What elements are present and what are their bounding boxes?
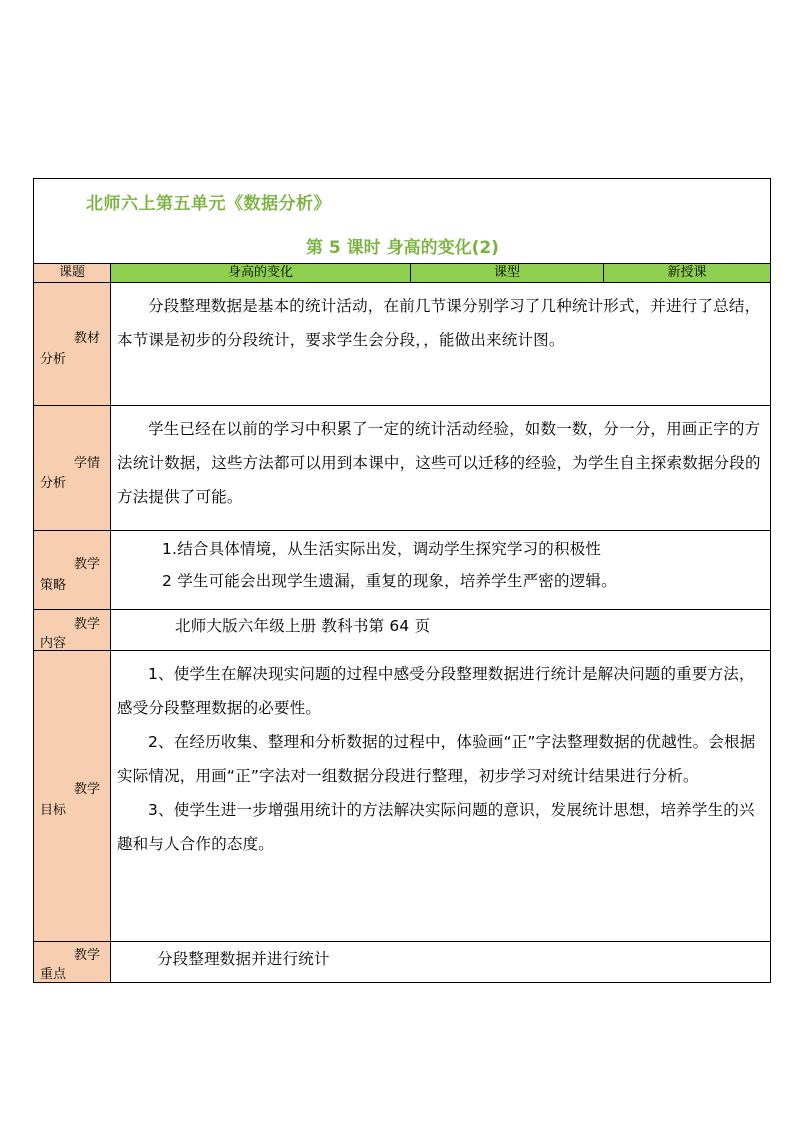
row-textbook-analysis xyxy=(34,283,771,406)
paragraph: 北师大版六年级上册 教科书第 64 页 xyxy=(175,617,431,635)
row-label xyxy=(34,531,111,610)
row-label-line2: 策略 xyxy=(40,578,67,593)
row-label xyxy=(34,942,111,983)
row-label xyxy=(34,651,111,942)
row-content xyxy=(111,942,771,983)
paragraph: 分段整理数据并进行统计 xyxy=(157,950,330,968)
lesson-subtitle: 第 5 课时 身高的变化(2) xyxy=(306,238,499,258)
row-content xyxy=(111,610,771,651)
row-label-line1: 教学 xyxy=(73,782,100,797)
row-label-line2: 分析 xyxy=(40,352,67,367)
row-label xyxy=(34,283,111,406)
topic-label: 课题 xyxy=(34,264,111,283)
paragraph: 3、使学生进一步增强用统计的方法解决实际问题的意识，发展统计思想，培养学生的兴趣和与人合作的态度。 xyxy=(117,801,755,853)
row-teaching-goals xyxy=(34,651,771,942)
lesson-table xyxy=(33,178,771,983)
row-content xyxy=(111,406,771,531)
title-cell xyxy=(34,179,771,264)
row-teaching-strategy xyxy=(34,531,771,610)
paragraph: 1、使学生在解决现实问题的过程中感受分段整理数据进行统计是解决问题的重要方法，感受分段整理数据的必要性。 xyxy=(117,665,755,717)
row-label-line1: 教学 xyxy=(73,557,100,572)
topic-value: 身高的变化 xyxy=(111,264,411,283)
row-content xyxy=(111,651,771,942)
document-title: 北师六上第五单元《数据分析》 xyxy=(86,194,331,214)
row-label-line2: 分析 xyxy=(40,476,67,491)
info-row xyxy=(34,264,771,283)
row-label xyxy=(34,406,111,531)
row-label-line1: 教学 xyxy=(73,617,100,632)
row-label-line1: 学情 xyxy=(73,456,100,471)
paragraph: 1.结合具体情境，从生活实际出发，调动学生探究学习的积极性 xyxy=(162,540,602,558)
lesson-plan xyxy=(33,178,770,983)
type-label: 课型 xyxy=(411,264,604,283)
row-label-line1: 教材 xyxy=(73,331,100,346)
row-teaching-content xyxy=(34,610,771,651)
paragraph: 学生已经在以前的学习中积累了一定的统计活动经验，如数一数，分一分，用画正字的方法统计数据，这些方法都可以用到本课中，这些可以迁移的经验，为学生自主探索数据分段的方法提供了可能。 xyxy=(117,420,761,506)
row-label-line1: 教学 xyxy=(73,948,100,963)
type-value: 新授课 xyxy=(604,264,771,283)
paragraph: 2 学生可能会出现学生遗漏，重复的现象，培养学生严密的逻辑。 xyxy=(162,572,617,590)
paragraph: 2、在经历收集、整理和分析数据的过程中，体验画“正”字法整理数据的优越性。会根据实际情况，用画“正”字法对一组数据分段进行整理，初步学习对统计结果进行分析。 xyxy=(117,733,756,785)
row-content xyxy=(111,283,771,406)
row-student-analysis xyxy=(34,406,771,531)
paragraph: 分段整理数据是基本的统计活动，在前几节课分别学习了几种统计形式，并进行了总结，本节课是初步的分段统计，要求学生会分段，，能做出来统计图。 xyxy=(117,297,761,349)
row-label-line2: 内容 xyxy=(40,636,67,651)
row-label-line2: 目标 xyxy=(40,803,67,818)
row-label xyxy=(34,610,111,651)
row-key-points xyxy=(34,942,771,983)
row-label-line2: 重点 xyxy=(40,967,67,982)
row-content xyxy=(111,531,771,610)
